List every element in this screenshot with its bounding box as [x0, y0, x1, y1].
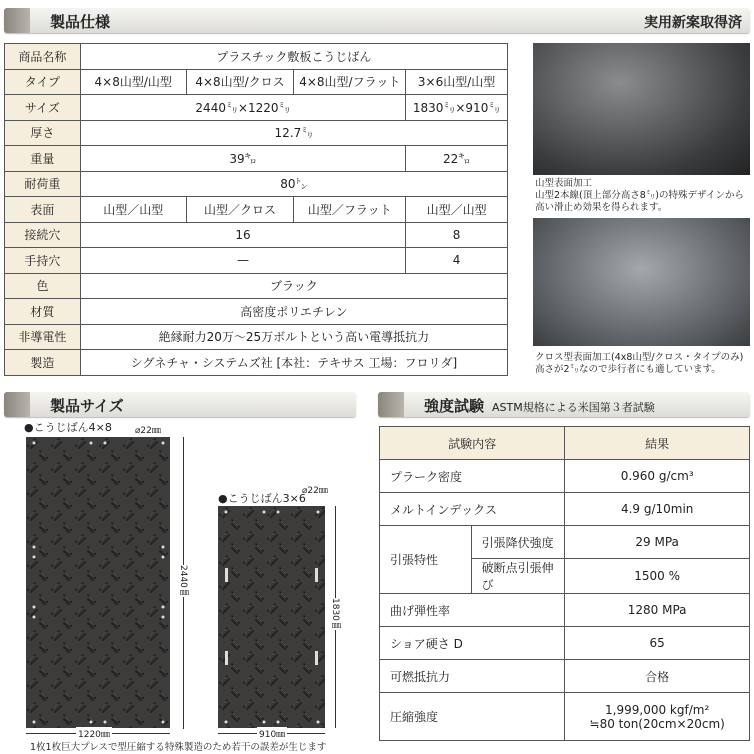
table-row: 圧縮強度 1,999,000 kgf/m² ≒80 ton(20cm×20cm)	[380, 693, 750, 741]
spec-section-header	[4, 8, 750, 33]
mat-3x6-label: ●こうじばん3×6	[218, 492, 306, 505]
mat-4x8-height: 2440㎜	[178, 565, 188, 597]
table-row: 製造 シグネチャ・システムズ社 [本社：テキサス 工場：フロリダ]	[5, 350, 508, 376]
ridge-surface-caption: 山型表面加工 山型2本線(頂上部分高さ8㍉)の特殊デザインから高い滑止め効果を得られます。	[535, 178, 744, 213]
table-row: 非導電性 絶縁耐力20万～25万ボルトという高い電導抵抗力	[5, 324, 508, 350]
table-row: 材質 高密度ポリエチレン	[5, 299, 508, 325]
table-row: 曲げ弾性率 1280 MPa	[380, 594, 750, 627]
mat-3x6-width: 910㎜	[257, 727, 287, 740]
table-row: タイプ 4×8山型/山型 4×8山型/クロス 4×8山型/フラット 3×6山型/山型	[5, 69, 508, 95]
cross-surface-photo	[533, 218, 750, 346]
table-row: 接続穴 16 8	[5, 222, 508, 248]
size-section-header	[4, 392, 356, 417]
table-row: 引張特性 引張降伏強度 29 MPa	[380, 526, 750, 559]
mat-3x6-height: 1830㎜	[330, 598, 340, 630]
table-row: 商品名称 プラスチック敷板こうじばん	[5, 44, 508, 70]
table-row: 色 ブラック	[5, 273, 508, 299]
table-row: 重量 39㌔ 22㌔	[5, 146, 508, 172]
table-row: サイズ 2440㍉×1220㍉ 1830㍉×910㍉	[5, 95, 508, 121]
spec-section-title: 製品仕様	[50, 13, 111, 31]
mat-3x6-diagram	[218, 506, 325, 728]
mat-3x6-hole-size: ⌀22㎜	[302, 486, 328, 496]
size-section-title: 製品サイズ	[50, 397, 124, 415]
table-row: 破断点引張伸び 1500 %	[380, 559, 750, 594]
table-row: 厚さ 12.7㍉	[5, 120, 508, 146]
table-row: プラーク密度 0.960 g/cm³	[380, 460, 750, 493]
mat-4x8-width: 1220㎜	[76, 727, 112, 740]
mat-4x8-hole-size: ⌀22㎜	[135, 426, 161, 436]
table-row: ショア硬さ D 65	[380, 627, 750, 660]
strength-section-title: 強度試験 ASTM規格による米国第３者試験	[424, 397, 655, 415]
ridge-surface-photo	[533, 43, 750, 175]
table-row: 可燃抵抗力 合格	[380, 660, 750, 693]
table-row: 耐荷重 80㌧	[5, 171, 508, 197]
strength-section-header	[378, 392, 750, 417]
mat-4x8-diagram	[26, 437, 170, 728]
patent-badge: 実用新案取得済	[644, 15, 742, 31]
table-row: 手持穴 — 4	[5, 248, 508, 274]
manufacturing-note: 1枚1枚巨大プレスで型圧縮する特殊製造のため若干の誤差が生じます	[30, 742, 327, 753]
strength-table	[379, 426, 750, 741]
mat-4x8-label: ●こうじばん4×8	[24, 421, 112, 434]
table-row: 試験内容 結果	[380, 427, 750, 460]
table-row: 表面 山型／山型 山型／クロス 山型／フラット 山型／山型	[5, 197, 508, 223]
cross-surface-caption: クロス型表面加工(4x8山型/クロス・タイプのみ) 高さが2㍉なので歩行者にも適しています。	[535, 352, 744, 375]
table-row: メルトインデックス 4.9 g/10min	[380, 493, 750, 526]
spec-table	[4, 43, 508, 376]
